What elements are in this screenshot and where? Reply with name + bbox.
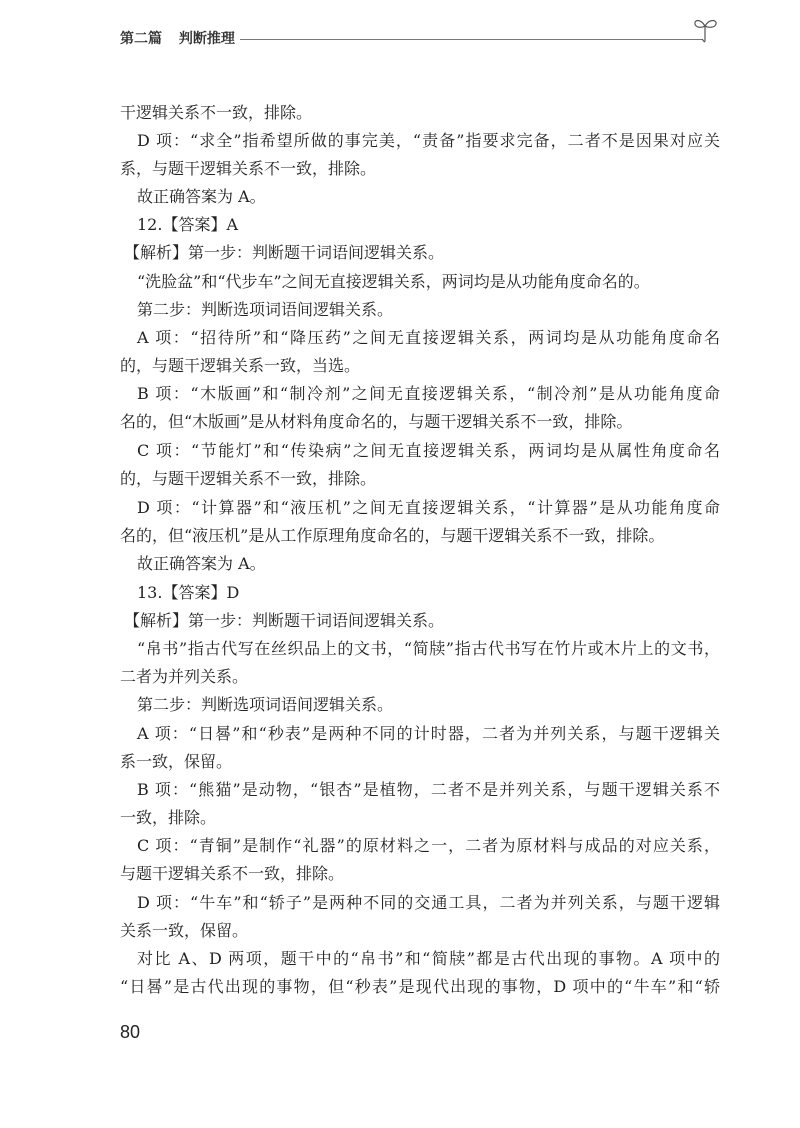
text-line: 系，与题干逻辑关系不一致，排除。 <box>120 159 377 178</box>
text-line: 干逻辑关系不一致，排除。 <box>120 103 313 122</box>
text-line: 系一致，保留。 <box>120 752 233 771</box>
text-line: “洗脸盆”和“代步车”之间无直接逻辑关系，两词均是从功能角度命名的。 <box>137 272 650 291</box>
analysis-heading: 【解析】第一步：判断题干词语间逻辑关系。 <box>124 243 445 262</box>
answer-heading-12: 12.【答案】A <box>137 215 239 234</box>
page-number: 80 <box>120 1022 141 1042</box>
text-line: 关系一致，保留。 <box>120 921 249 940</box>
text-line: 二者为并列关系。 <box>120 667 249 686</box>
text-line: A 项：“招待所”和“降压药”之间无直接逻辑关系，两词均是从功能角度命名 <box>137 328 720 347</box>
text-line: C 项：“节能灯”和“传染病”之间无直接逻辑关系，两词均是从属性角度命名 <box>137 441 720 460</box>
text-line: B 项：“熊猫”是动物，“银杏”是植物，二者不是并列关系，与题干逻辑关系不 <box>137 780 720 799</box>
text-line: B 项：“木版画”和“制冷剂”之间无直接逻辑关系，“制冷剂”是从功能角度命 <box>137 384 720 403</box>
text-line: 的，与题干逻辑关系不一致，排除。 <box>120 469 377 488</box>
text-line: “帛书”指古代写在丝织品上的文书，“简牍”指古代书写在竹片或木片上的文书， <box>137 639 720 658</box>
header-rule <box>240 39 702 40</box>
text-line: 与题干逻辑关系不一致，排除。 <box>120 864 345 883</box>
analysis-heading: 【解析】第一步：判断题干词语间逻辑关系。 <box>124 611 445 630</box>
text-line: 第二步：判断选项词语间逻辑关系。 <box>137 695 394 714</box>
text-line: 故正确答案为 A。 <box>137 554 266 573</box>
text-line: 故正确答案为 A。 <box>137 187 266 206</box>
text-line: 名的，但“液压机”是从工作原理角度命名的，与题干逻辑关系不一致，排除。 <box>120 526 665 545</box>
text-line: 名的，但“木版画”是从材料角度命名的，与题干逻辑关系不一致，排除。 <box>120 412 633 431</box>
text-line: C 项：“青铜”是制作“礼器”的原材料之一，二者为原材料与成品的对应关系， <box>137 836 720 855</box>
text-line: “日晷”是古代出现的事物，但“秒表”是现代出现的事物，D 项中的“牛车”和“轿 <box>120 977 720 996</box>
text-line: A 项：“日晷”和“秒表”是两种不同的计时器，二者为并列关系，与题干逻辑关 <box>137 724 720 743</box>
text-line: 对比 A、D 两项，题干中的“帛书”和“简牍”都是古代出现的事物。A 项中的 <box>137 949 720 968</box>
text-line: 的，与题干逻辑关系一致，当选。 <box>120 356 361 375</box>
answer-heading-13: 13.【答案】D <box>137 583 240 602</box>
running-header <box>120 28 247 48</box>
header-section: 判断推理 <box>178 31 235 47</box>
sprout-icon <box>692 14 720 48</box>
text-line: 一致，排除。 <box>120 808 217 827</box>
text-line: D 项：“牛车”和“轿子”是两种不同的交通工具，二者为并列关系，与题干逻辑 <box>137 893 720 912</box>
text-line: 第二步：判断选项词语间逻辑关系。 <box>137 300 394 319</box>
text-line: D 项：“计算器”和“液压机”之间无直接逻辑关系，“计算器”是从功能角度命 <box>137 498 720 517</box>
header-part: 第二篇 <box>120 31 162 47</box>
text-line: D 项：“求全”指希望所做的事完美，“责备”指要求完备，二者不是因果对应关 <box>137 131 720 150</box>
